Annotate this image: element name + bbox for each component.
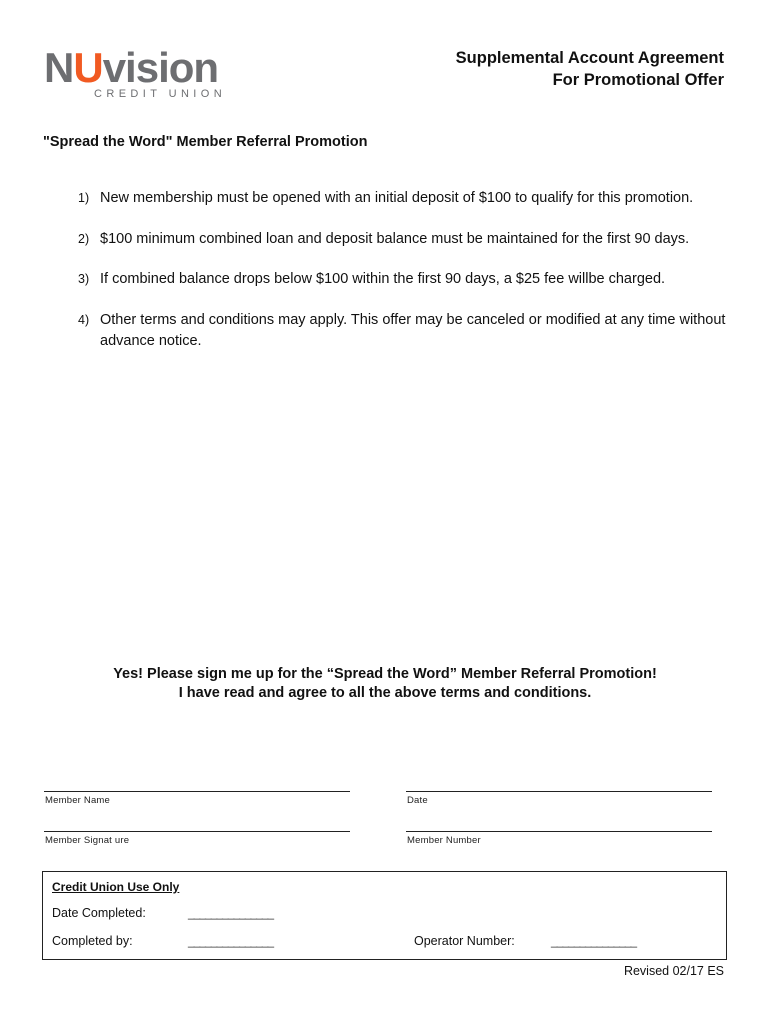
credit-union-use-title: Credit Union Use Only bbox=[52, 880, 180, 894]
term-text: $100 minimum combined loan and deposit balance must be maintained for the first 90 days. bbox=[100, 231, 690, 247]
completed-by-field[interactable]: _______________ bbox=[188, 934, 274, 948]
member-number-label: Member Number bbox=[407, 835, 481, 846]
member-signature-field[interactable] bbox=[44, 831, 350, 832]
credit-union-use-box bbox=[42, 871, 727, 960]
operator-number-label: Operator Number: bbox=[414, 934, 515, 948]
term-item bbox=[66, 188, 726, 209]
member-signature-label: Member Signat ure bbox=[45, 835, 130, 846]
signup-line1: Yes! Please sign me up for the “Spread the Word” Member Referral Promotion! bbox=[113, 666, 657, 682]
date-field[interactable] bbox=[406, 791, 712, 792]
member-number-field[interactable] bbox=[406, 831, 712, 832]
signup-line2: I have read and agree to all the above terms and conditions. bbox=[178, 685, 592, 701]
term-item bbox=[66, 310, 726, 352]
term-item bbox=[66, 229, 726, 250]
logo-subtitle: CREDIT UNION bbox=[94, 88, 227, 100]
document-title-line2: For Promotional Offer bbox=[552, 71, 724, 89]
term-text: New membership must be opened with an initial deposit of $100 to qualify for this promotion. bbox=[100, 190, 694, 206]
signup-statement bbox=[0, 665, 770, 703]
promotion-title: "Spread the Word" Member Referral Promotion bbox=[43, 134, 368, 150]
date-completed-field[interactable]: _______________ bbox=[188, 906, 274, 920]
logo-wordmark: NUvision bbox=[44, 44, 219, 91]
term-number: 1) bbox=[78, 191, 90, 205]
term-item bbox=[66, 269, 726, 290]
nuvision-logo bbox=[44, 44, 227, 104]
revision-note: Revised 02/17 ES bbox=[623, 964, 724, 978]
document-title-line1: Supplemental Account Agreement bbox=[455, 49, 724, 67]
operator-number-field[interactable]: _______________ bbox=[551, 934, 637, 948]
completed-by-label: Completed by: bbox=[52, 934, 133, 948]
member-name-field[interactable] bbox=[44, 791, 350, 792]
member-name-label: Member Name bbox=[45, 795, 111, 806]
date-label: Date bbox=[407, 795, 428, 806]
term-text: If combined balance drops below $100 within the first 90 days, a $25 fee willbe charged. bbox=[100, 271, 666, 287]
term-number: 2) bbox=[78, 232, 90, 246]
term-number: 3) bbox=[78, 272, 90, 286]
terms-list bbox=[66, 188, 726, 352]
date-completed-label: Date Completed: bbox=[52, 906, 146, 920]
term-text: Other terms and conditions may apply. This offer may be canceled or modified at any time without advance notice. bbox=[100, 312, 726, 349]
document-title bbox=[456, 47, 724, 91]
term-number: 4) bbox=[78, 313, 90, 327]
